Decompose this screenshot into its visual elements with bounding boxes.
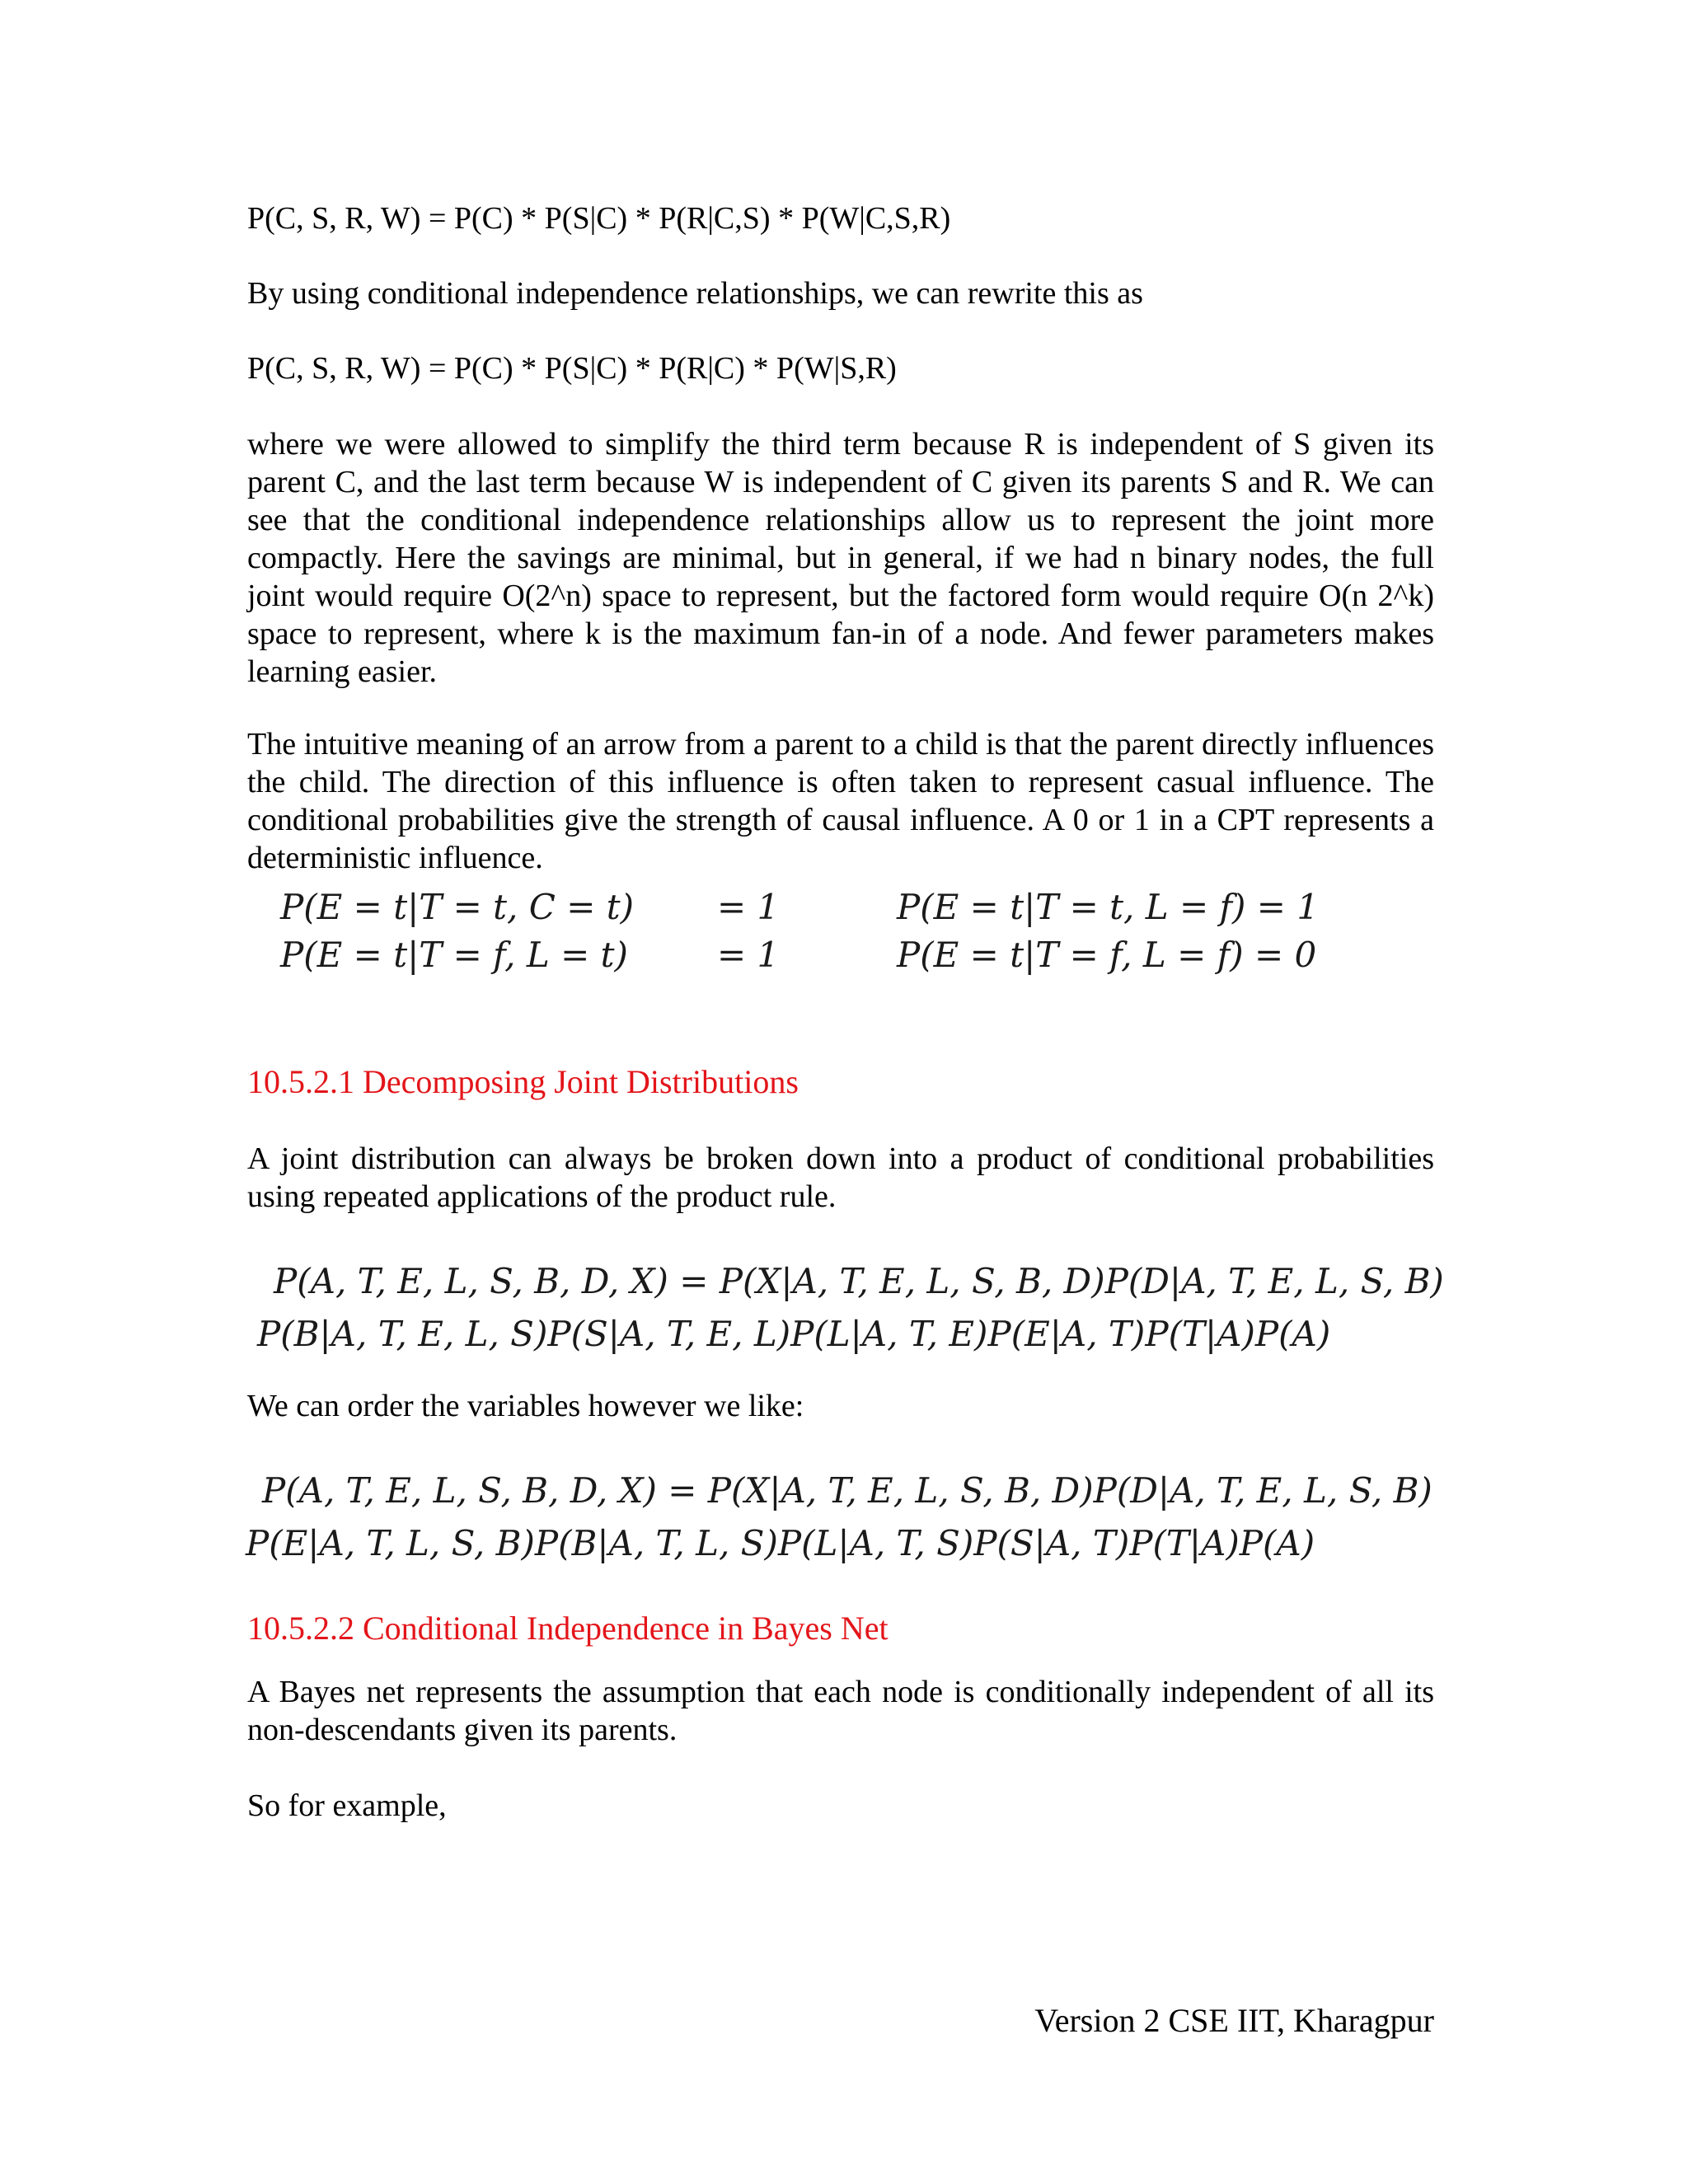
equation-chain-rule: P(C, S, R, W) = P(C) * P(S|C) * P(R|C,S) * P(W|C,S,R): [247, 201, 951, 236]
cpt-eq-right-1: P(E = t|T = t, L = f) = 1: [897, 887, 1320, 927]
paragraph-savings: where we were allowed to simplify the third term because R is independent of S given its parent C, and the last term because W is independent of C given its parents S and R. We can see that the conditional independence relationships allow us to represent the joint more compactly. Here the savings are minimal, but in general, if we had n binary nodes, the full joint would require O(2^n) space to represent, but the factored form would require O(n 2^k) space to represent, where k is the maximum fan-in of a node. And fewer parameters makes learning easier.: [247, 427, 1434, 689]
equation-joint-1-line-2: P(B|A, T, E, L, S)P(S|A, T, E, L)P(L|A, T, E)P(E|A, T)P(T|A)P(A): [257, 1314, 1331, 1354]
equation-joint-2-line-1: P(A, T, E, L, S, B, D, X) = P(X|A, T, E, L, S, B, D)P(D|A, T, E, L, S, B): [262, 1470, 1432, 1511]
equation-joint-2-line-2: P(E|A, T, L, S, B)P(B|A, T, L, S)P(L|A, T, S)P(S|A, T)P(T|A)P(A): [246, 1523, 1315, 1563]
page-footer: Version 2 CSE IIT, Kharagpur: [1034, 2002, 1434, 2039]
paragraph-joint-distribution: A joint distribution can always be broken down into a product of conditional probabilities using repeated applications of the product rule.: [247, 1141, 1434, 1214]
section-heading-decomposing: 10.5.2.1 Decomposing Joint Distributions: [247, 1063, 799, 1100]
cpt-eq-left-2-rhs: = 1: [717, 935, 780, 975]
paragraph-arrow-meaning: The intuitive meaning of an arrow from a parent to a child is that the parent directly influences the child. The direction of this influence is often taken to represent casual influence. The conditional probabilities give the strength of causal influence. A 0 or 1 in a CPT represents a deterministic influence.: [247, 727, 1434, 875]
section-heading-conditional-independence: 10.5.2.2 Conditional Independence in Bayes Net: [247, 1610, 889, 1647]
cpt-eq-right-2: P(E = t|T = f, L = f) = 0: [897, 935, 1317, 975]
paragraph-bayes-net: A Bayes net represents the assumption that each node is conditionally independent of all its non-descendants given its parents.: [247, 1675, 1434, 1747]
cpt-eq-left-2-lhs: P(E = t|T = f, L = t): [280, 935, 628, 975]
paragraph-example: So for example,: [247, 1788, 447, 1823]
equation-simplified: P(C, S, R, W) = P(C) * P(S|C) * P(R|C) * P(W|S,R): [247, 351, 897, 386]
equation-joint-1-line-1: P(A, T, E, L, S, B, D, X) = P(X|A, T, E, L, S, B, D)P(D|A, T, E, L, S, B): [274, 1261, 1444, 1301]
paragraph-rewrite: By using conditional independence relationships, we can rewrite this as: [247, 276, 1143, 311]
cpt-eq-left-1-lhs: P(E = t|T = t, C = t): [280, 887, 635, 927]
cpt-eq-left-1-rhs: = 1: [717, 887, 780, 927]
paragraph-order-variables: We can order the variables however we like:: [247, 1389, 804, 1423]
